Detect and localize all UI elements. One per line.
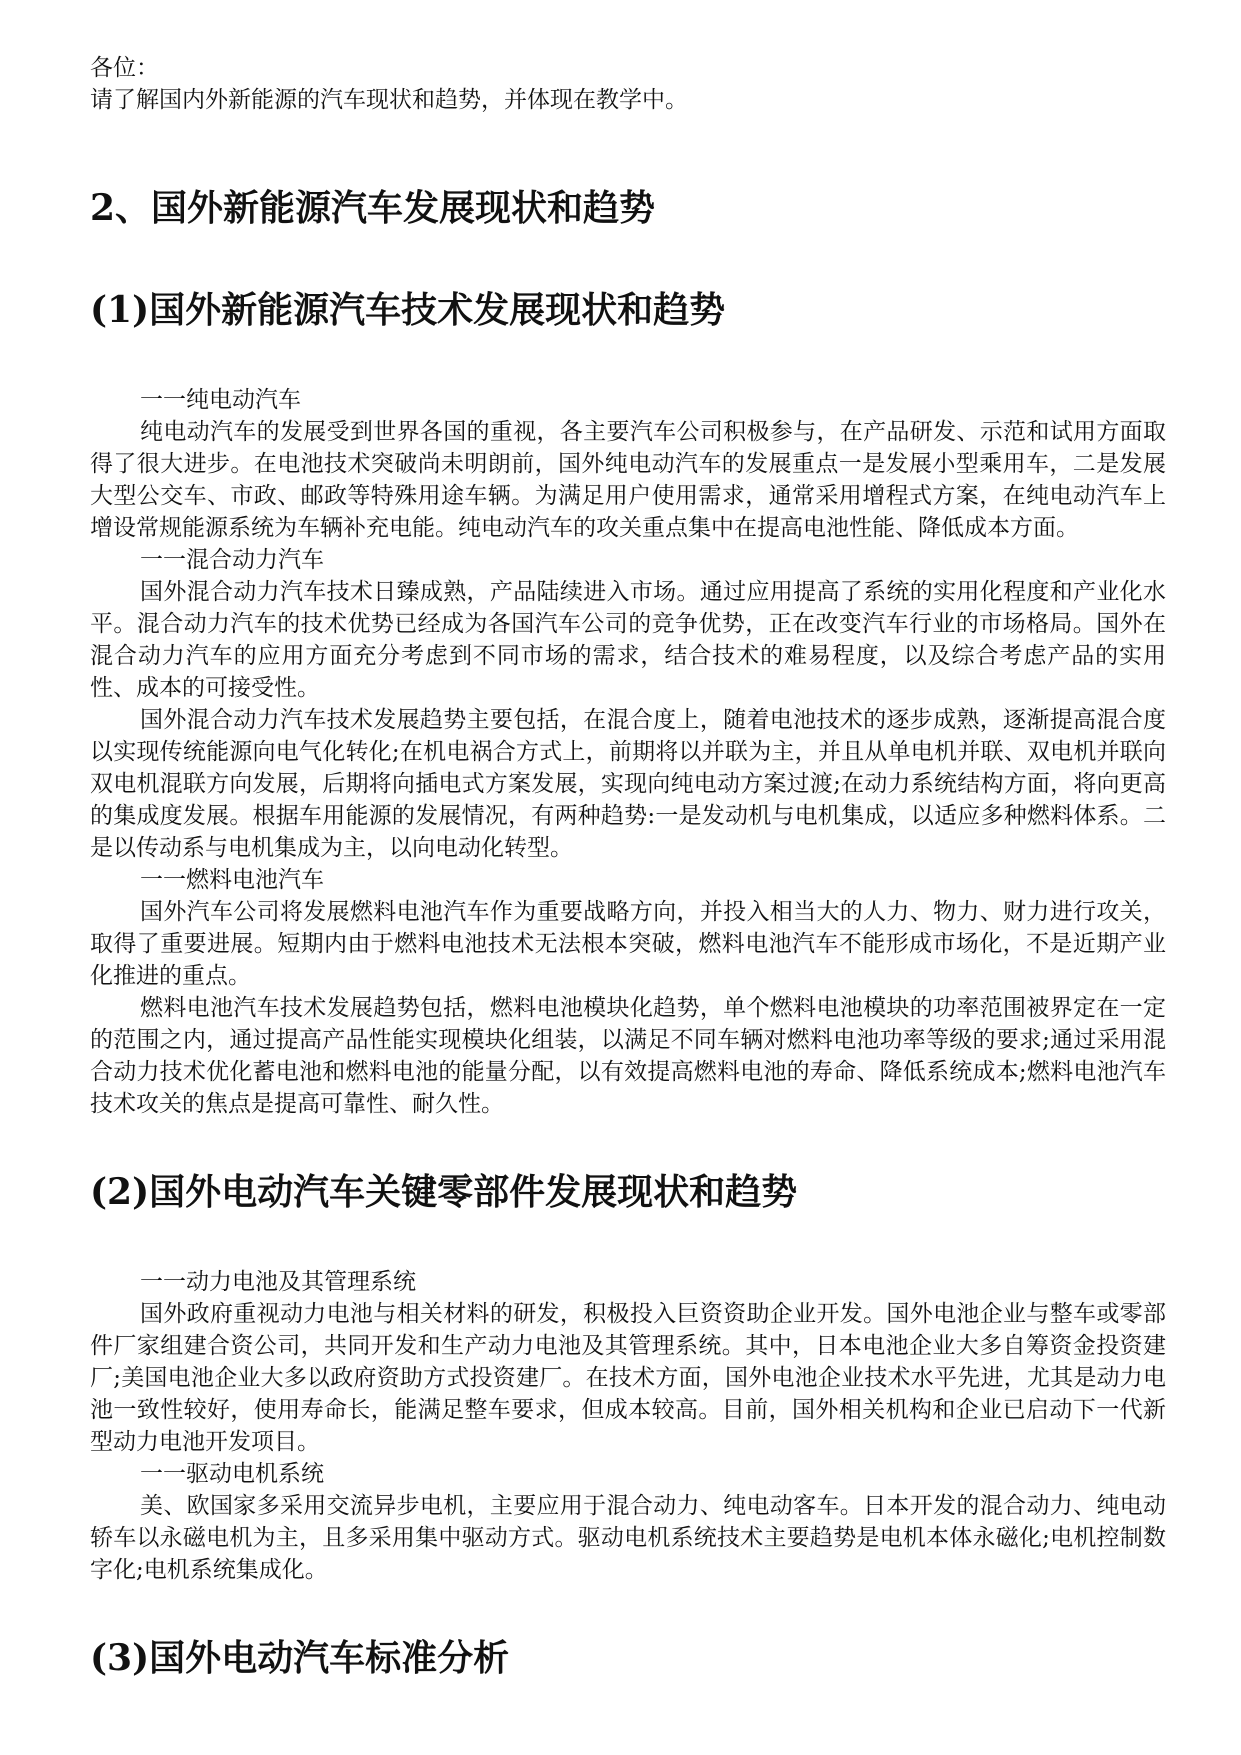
section-2-title: 2、国外新能源汽车发展现状和趋势 [90, 187, 656, 229]
fcv-paragraph-2: 燃料电池汽车技术发展趋势包括，燃料电池模块化趋势，单个燃料电池模块的功率范围被界定在一定的范围之内，通过提高产品性能实现模块化组装，以满足不同车辆对燃料电池功率等级的要求;通过采用混合动力技术优化蓄电池和燃料电池的能量分配，以有效提高燃料电池的寿命、降低系统成本;燃料电池汽车技术攻关的焦点是提高可靠性、耐久性。 [90, 995, 1166, 1117]
hev-paragraph-1: 国外混合动力汽车技术日臻成熟，产品陆续进入市场。通过应用提高了系统的实用化程度和产业化水平。混合动力汽车的技术优势已经成为各国汽车公司的竞争优势，正在改变汽车行业的市场格局。国外在混合动力汽车的应用方面充分考虑到不同市场的需求，结合技术的难易程度，以及综合考虑产品的实用性、成本的可接受性。 [90, 579, 1166, 701]
battery-paragraph: 国外政府重视动力电池与相关材料的研发，积极投入巨资资助企业开发。国外电池企业与整车或零部件厂家组建合资公司，共同开发和生产动力电池及其管理系统。其中，日本电池企业大多自筹资金投资建厂;美国电池企业大多以政府资助方式投资建厂。在技术方面，国外电池企业技术水平先进，尤其是动力电池一致性较好，使用寿命长，能满足整车要求，但成本较高。目前，国外相关机构和企业已启动下一代新型动力电池开发项目。 [90, 1301, 1166, 1455]
subsection-3-title: (3)国外电动汽车标准分析 [90, 1637, 510, 1679]
hev-heading: 一一混合动力汽车 [140, 547, 324, 573]
battery-heading: 一一动力电池及其管理系统 [140, 1269, 416, 1295]
fcv-heading: 一一燃料电池汽车 [140, 867, 324, 893]
motor-paragraph: 美、欧国家多采用交流异步电机，主要应用于混合动力、纯电动客车。日本开发的混合动力、纯电动轿车以永磁电机为主，且多采用集中驱动方式。驱动电机系统技术主要趋势是电机本体永磁化;电机控制数字化;电机系统集成化。 [90, 1493, 1166, 1583]
subsection-1-title: (1)国外新能源汽车技术发展现状和趋势 [90, 289, 726, 331]
bev-paragraph: 纯电动汽车的发展受到世界各国的重视，各主要汽车公司积极参与，在产品研发、示范和试用方面取得了很大进步。在电池技术突破尚未明朗前，国外纯电动汽车的发展重点一是发展小型乘用车，二是发展大型公交车、市政、邮政等特殊用途车辆。为满足用户使用需求，通常采用增程式方案，在纯电动汽车上增设常规能源系统为车辆补充电能。纯电动汽车的攻关重点集中在提高电池性能、降低成本方面。 [90, 419, 1166, 541]
intro-paragraph: 请了解国内外新能源的汽车现状和趋势，并体现在教学中。 [90, 87, 688, 113]
greeting: 各位： [90, 55, 159, 81]
fcv-paragraph-1: 国外汽车公司将发展燃料电池汽车作为重要战略方向，并投入相当大的人力、物力、财力进行攻关，取得了重要进展。短期内由于燃料电池技术无法根本突破，燃料电池汽车不能形成市场化，不是近期产业化推进的重点。 [90, 899, 1166, 989]
hev-paragraph-2: 国外混合动力汽车技术发展趋势主要包括，在混合度上，随着电池技术的逐步成熟，逐渐提高混合度以实现传统能源向电气化转化;在机电祸合方式上，前期将以并联为主，并且从单电机并联、双电机并联向双电机混联方向发展，后期将向插电式方案发展，实现向纯电动方案过渡;在动力系统结构方面，将向更高的集成度发展。根据车用能源的发展情况，有两种趋势:一是发动机与电机集成，以适应多种燃料体系。二是以传动系与电机集成为主，以向电动化转型。 [90, 707, 1166, 861]
motor-heading: 一一驱动电机系统 [140, 1461, 324, 1487]
subsection-2-title: (2)国外电动汽车关键零部件发展现状和趋势 [90, 1171, 798, 1213]
bev-heading: 一一纯电动汽车 [140, 387, 301, 413]
document-page [90, 52, 1166, 1680]
